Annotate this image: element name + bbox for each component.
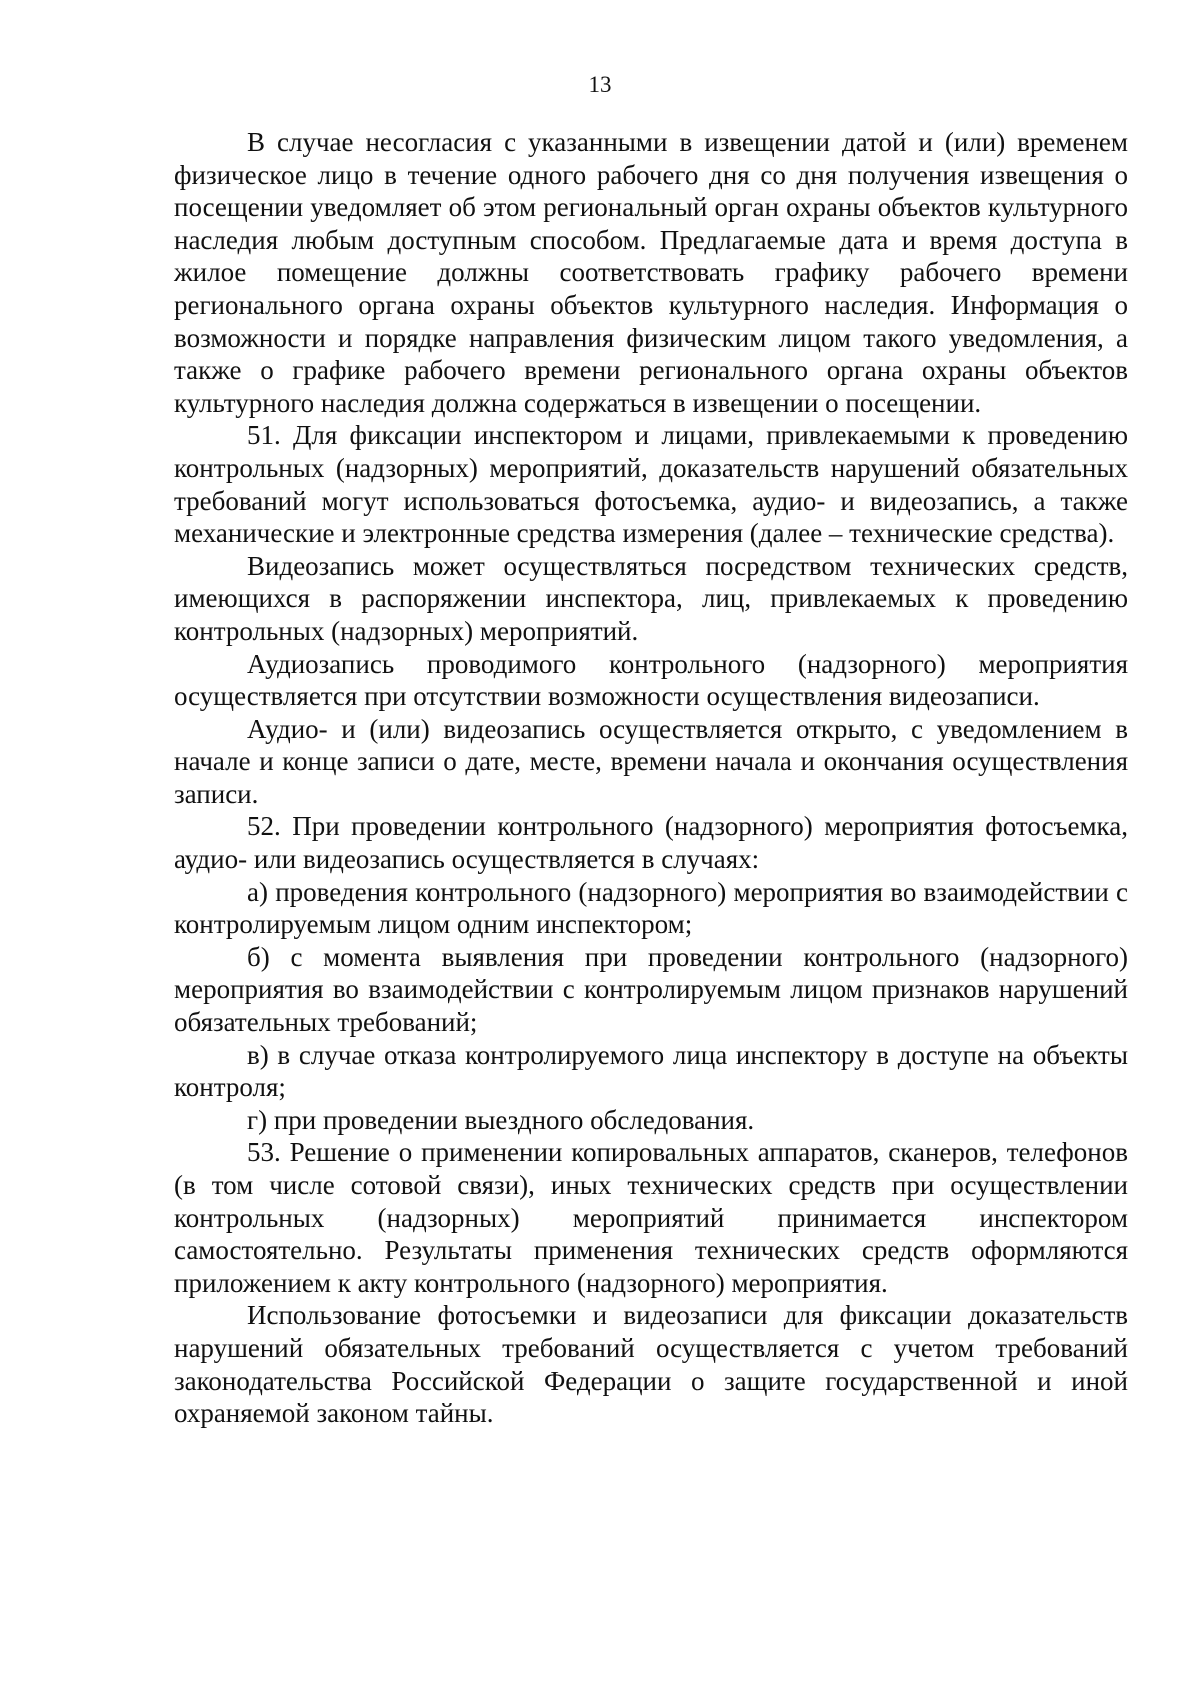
list-item-g: г) при проведении выездного обследования. <box>247 1104 755 1135</box>
list-item-v: в) в случае отказа контролируемого лица инспектору в доступе на объекты контроля; <box>174 1039 1128 1103</box>
list-item-a: а) проведения контрольного (надзорного) мероприятия во взаимодействии с контролируемым лицом одним инспектором; <box>174 876 1128 940</box>
paragraph-open-recording: Аудио- и (или) видеозапись осуществляется открыто, с уведомлением в начале и конце записи о дате, месте, времени начала и окончания осуществления записи. <box>174 713 1128 809</box>
paragraph-photo-video-use: Использование фотосъемки и видеозаписи для фиксации доказательств нарушений обязательных требований осуществляется с учетом требований законодательства Российской Федерации о защите государственной и иной охраняемой законом тайны. <box>174 1300 1128 1429</box>
paragraph-53: 53. Решение о применении копировальных аппаратов, сканеров, телефонов (в том числе сотовой связи), иных технических средств при осуществлении контрольных (надзорных) мероприятий принимается инспектором самостоятельно. Результаты применения технических средств оформляются приложением к акту контрольного (надзорного) мероприятия. <box>174 1137 1128 1298</box>
paragraph-audio-recording: Аудиозапись проводимого контрольного (надзорного) мероприятия осуществляется при отсутствии возможности осуществления видеозаписи. <box>174 648 1128 712</box>
page-number: 13 <box>588 72 612 97</box>
paragraph-52: 52. При проведении контрольного (надзорного) мероприятия фотосъемка, аудио- или видеозапись осуществляется в случаях: <box>174 811 1128 875</box>
document-body <box>174 126 1128 1430</box>
paragraph-video-recording: Видеозапись может осуществляться посредством технических средств, имеющихся в распоряжении инспектора, лиц, привлекаемых к проведению контрольных (надзорных) мероприятий. <box>174 550 1128 646</box>
list-item-b: б) с момента выявления при проведении контрольного (надзорного) мероприятия во взаимодействии с контролируемым лицом признаков нарушений обязательных требований; <box>174 941 1128 1038</box>
paragraph-notice-disagreement: В случае несогласия с указанными в извещении датой и (или) временем физическое лицо в течение одного рабочего дня со дня получения извещения о посещении уведомляет об этом региональный орган охраны объектов культурного наследия любым доступным способом. Предлагаемые дата и время доступа в жилое помещение должны соответствовать графику рабочего времени регионального органа охраны объектов культурного наследия. Информация о возможности и порядке направления физическим лицом такого уведомления, а также о графике рабочего времени регионального органа охраны объектов культурного наследия должна содержаться в извещении о посещении. <box>174 127 1128 418</box>
paragraph-51: 51. Для фиксации инспектором и лицами, привлекаемыми к проведению контрольных (надзорных) мероприятий, доказательств нарушений обязательных требований могут использоваться фотосъемка, аудио- и видеозапись, а также механические и электронные средства измерения (далее – технические средства). <box>174 420 1128 549</box>
